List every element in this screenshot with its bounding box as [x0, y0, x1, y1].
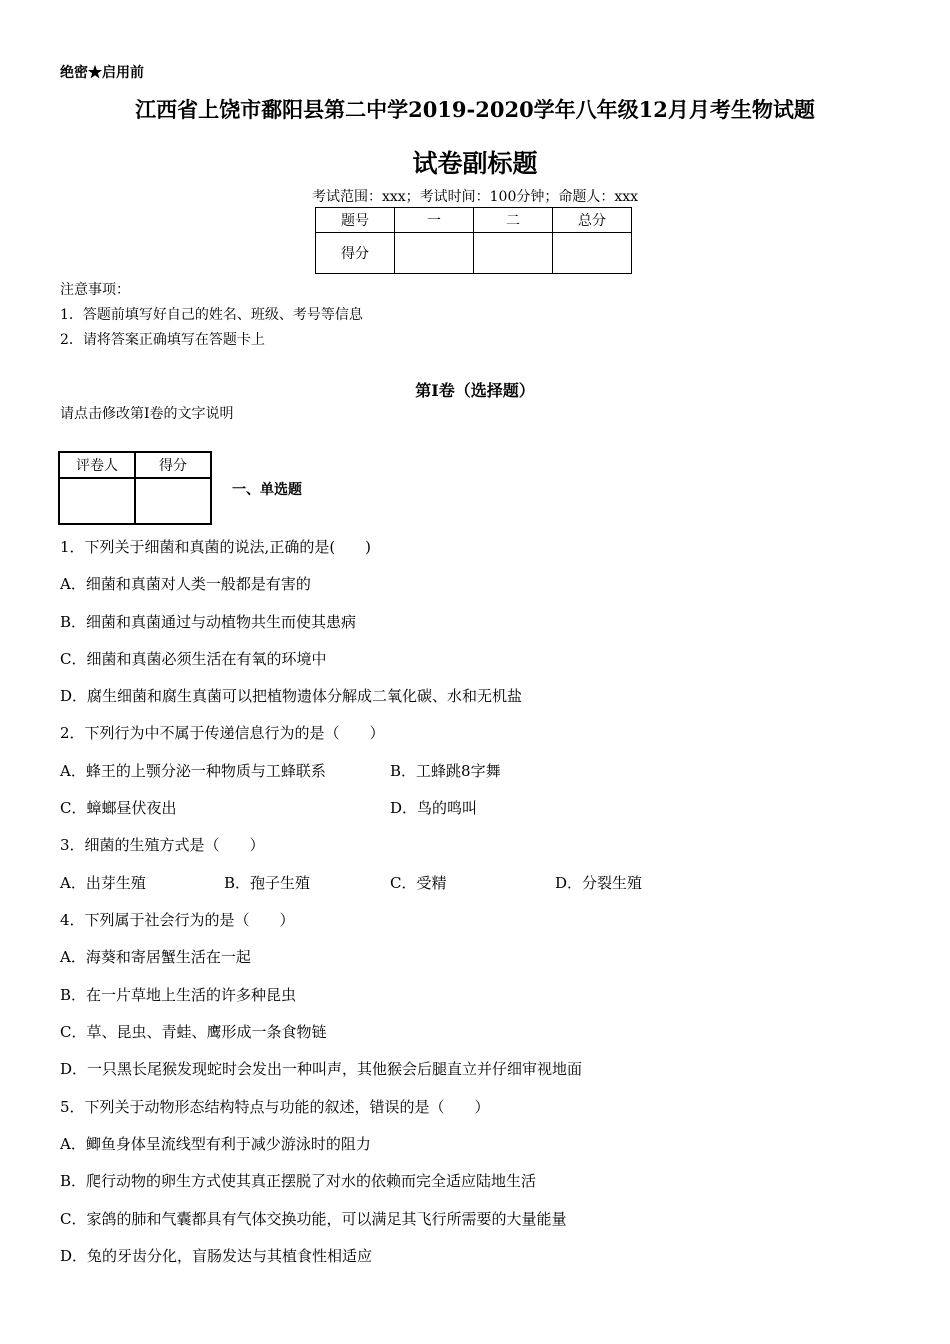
question-stem: 2．下列行为中不属于传递信息行为的是（ ）: [60, 724, 385, 742]
score-header-cell: 总分: [553, 208, 632, 233]
score-input-cell[interactable]: [395, 233, 474, 274]
score-header-cell: 一: [395, 208, 474, 233]
option-c: C．受精: [390, 874, 447, 892]
option-c: C．细菌和真菌必须生活在有氧的环境中: [60, 650, 327, 668]
option-b: B．孢子生殖: [224, 874, 311, 892]
part-title: 一、单选题: [232, 482, 302, 498]
option-c: C．蟑螂昼伏夜出: [60, 799, 177, 817]
score-input-cell[interactable]: [553, 233, 632, 274]
note-item: 2．请将答案正确填写在答题卡上: [60, 332, 265, 348]
option-b: B．工蜂跳8字舞: [390, 762, 501, 780]
score-input-cell[interactable]: [474, 233, 553, 274]
section-title: 第I卷（选择题）: [415, 381, 535, 400]
grader-input-cell[interactable]: [59, 478, 135, 524]
option-d: D．分裂生殖: [555, 874, 643, 892]
note-item: 1．答题前填写好自己的姓名、班级、考号等信息: [60, 307, 363, 323]
grader-input-cell[interactable]: [135, 478, 211, 524]
option-d: D．兔的牙齿分化，盲肠发达与其植食性相适应: [60, 1247, 373, 1265]
question-stem: 4．下列属于社会行为的是（ ）: [60, 911, 295, 929]
score-header-cell: 题号: [316, 208, 395, 233]
score-table: [315, 207, 632, 274]
option-b: B．爬行动物的卵生方式使其真正摆脱了对水的依赖而完全适应陆地生活: [60, 1172, 537, 1190]
section-description[interactable]: 请点击修改第I卷的文字说明: [60, 406, 234, 422]
score-row-label: 得分: [316, 233, 395, 274]
secret-mark: 绝密★启用前: [60, 65, 144, 81]
grader-header: 得分: [135, 452, 211, 478]
option-a: A．出芽生殖: [60, 874, 146, 892]
option-b: B．在一片草地上生活的许多种昆虫: [60, 986, 297, 1004]
option-a: A．鲫鱼身体呈流线型有利于减少游泳时的阻力: [60, 1135, 371, 1153]
option-d: D．鸟的鸣叫: [390, 799, 478, 817]
option-a: A．蜂王的上颚分泌一种物质与工蜂联系: [60, 762, 326, 780]
exam-subtitle: 试卷副标题: [412, 149, 538, 178]
option-d: D．腐生细菌和腐生真菌可以把植物遗体分解成二氧化碳、水和无机盐: [60, 687, 523, 705]
question-stem: 3．细菌的生殖方式是（ ）: [60, 836, 265, 854]
option-d: D．一只黑长尾猴发现蛇时会发出一种叫声，其他猴会后腿直立并仔细审视地面: [60, 1060, 583, 1078]
option-c: C．草、昆虫、青蛙、鹰形成一条食物链: [60, 1023, 327, 1041]
option-a: A．细菌和真菌对人类一般都是有害的: [60, 575, 311, 593]
question-stem: 1．下列关于细菌和真菌的说法,正确的是( ): [60, 538, 372, 556]
grader-header: 评卷人: [59, 452, 135, 478]
notes-title: 注意事项：: [60, 282, 130, 298]
question-stem: 5．下列关于动物形态结构特点与功能的叙述，错误的是（ ）: [60, 1098, 490, 1116]
option-c: C．家鸽的肺和气囊都具有气体交换功能，可以满足其飞行所需要的大量能量: [60, 1210, 567, 1228]
exam-title: 江西省上饶市鄱阳县第二中学2019-2020学年八年级12月月考生物试题: [135, 97, 815, 122]
grader-table: [58, 451, 212, 525]
exam-info: 考试范围：xxx；考试时间：100分钟；命题人：xxx: [311, 189, 639, 205]
score-header-cell: 二: [474, 208, 553, 233]
option-a: A．海葵和寄居蟹生活在一起: [60, 948, 251, 966]
option-b: B．细菌和真菌通过与动植物共生而使其患病: [60, 613, 357, 631]
